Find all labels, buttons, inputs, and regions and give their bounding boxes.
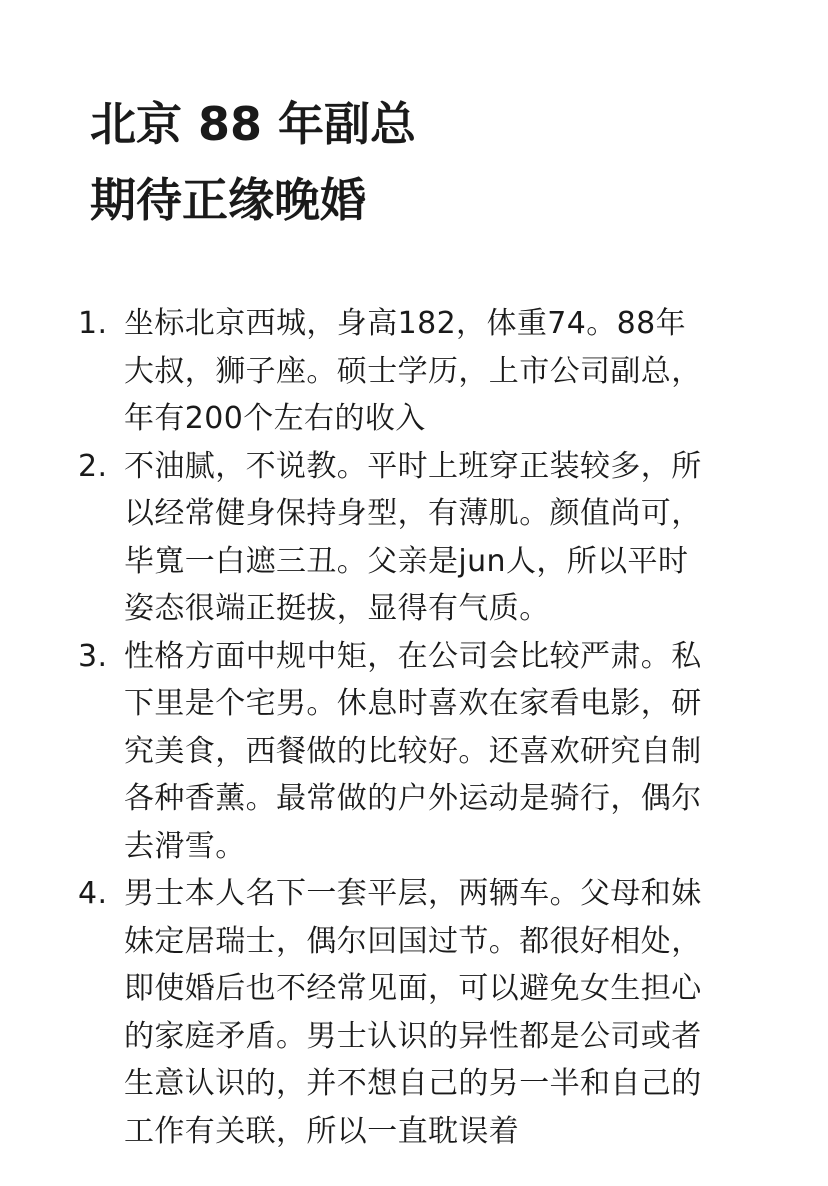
list-item-text-line: 妹定居瑞士，偶尔回国过节。都很好相处，	[124, 923, 702, 959]
list-item-number: 1.	[78, 306, 108, 341]
list-item-text-line: 即使婚后也不经常见面，可以避免女生担心	[124, 971, 702, 1006]
list-item-text-line: 生意认识的，并不想自己的另一半和自己的	[124, 1066, 702, 1101]
list-item-number: 4.	[78, 876, 108, 911]
list-item-number: 2.	[78, 448, 108, 484]
numbered-list	[74, 300, 774, 1155]
list-item-text-line: 以经常健身保持身型，有薄肌。颜值尚可，	[124, 496, 702, 531]
list-item-text-line: 的家庭矛盾。男士认识的异性都是公司或者	[124, 1018, 702, 1054]
page-title	[90, 86, 416, 238]
list-item-text-line: 大叔，狮子座。硕士学历，上市公司副总，	[124, 353, 702, 389]
title-line-2: 期待正缘晚婚	[90, 173, 366, 227]
list-item	[74, 443, 774, 633]
list-item-text-line: 毕寬一白遮三丑。父亲是jun人，所以平时	[124, 543, 689, 579]
list-item-text-line: 年有200个左右的收入	[124, 401, 426, 436]
list-item	[74, 633, 774, 871]
title-line-1: 北京 88 年副总	[90, 97, 417, 151]
list-item-text-line: 去滑雪。	[124, 828, 246, 864]
list-item-text-line: 下里是个宅男。休息时喜欢在家看电影，研	[124, 686, 702, 721]
list-item-text-line: 男士本人名下一套平层，两辆车。父母和妹	[124, 876, 702, 911]
list-item-text-line: 究美食，西餐做的比较好。还喜欢研究自制	[124, 733, 702, 769]
list-item-text-line: 坐标北京西城，身高182，体重74。88年	[124, 306, 687, 341]
list-item-text-line: 工作有关联，所以一直耽误着	[124, 1113, 520, 1149]
list-item-text-line: 不油腻，不说教。平时上班穿正装较多，所	[124, 448, 702, 484]
list-item-text-line: 性格方面中规中矩，在公司会比较严肃。私	[124, 638, 702, 674]
list-item	[74, 870, 774, 1155]
list-item	[74, 300, 774, 443]
list-item-text-line: 各种香薰。最常做的户外运动是骑行，偶尔	[124, 781, 702, 816]
list-item-number: 3.	[78, 638, 108, 674]
list-item-text-line: 姿态很端正挺拔，显得有气质。	[124, 591, 550, 626]
